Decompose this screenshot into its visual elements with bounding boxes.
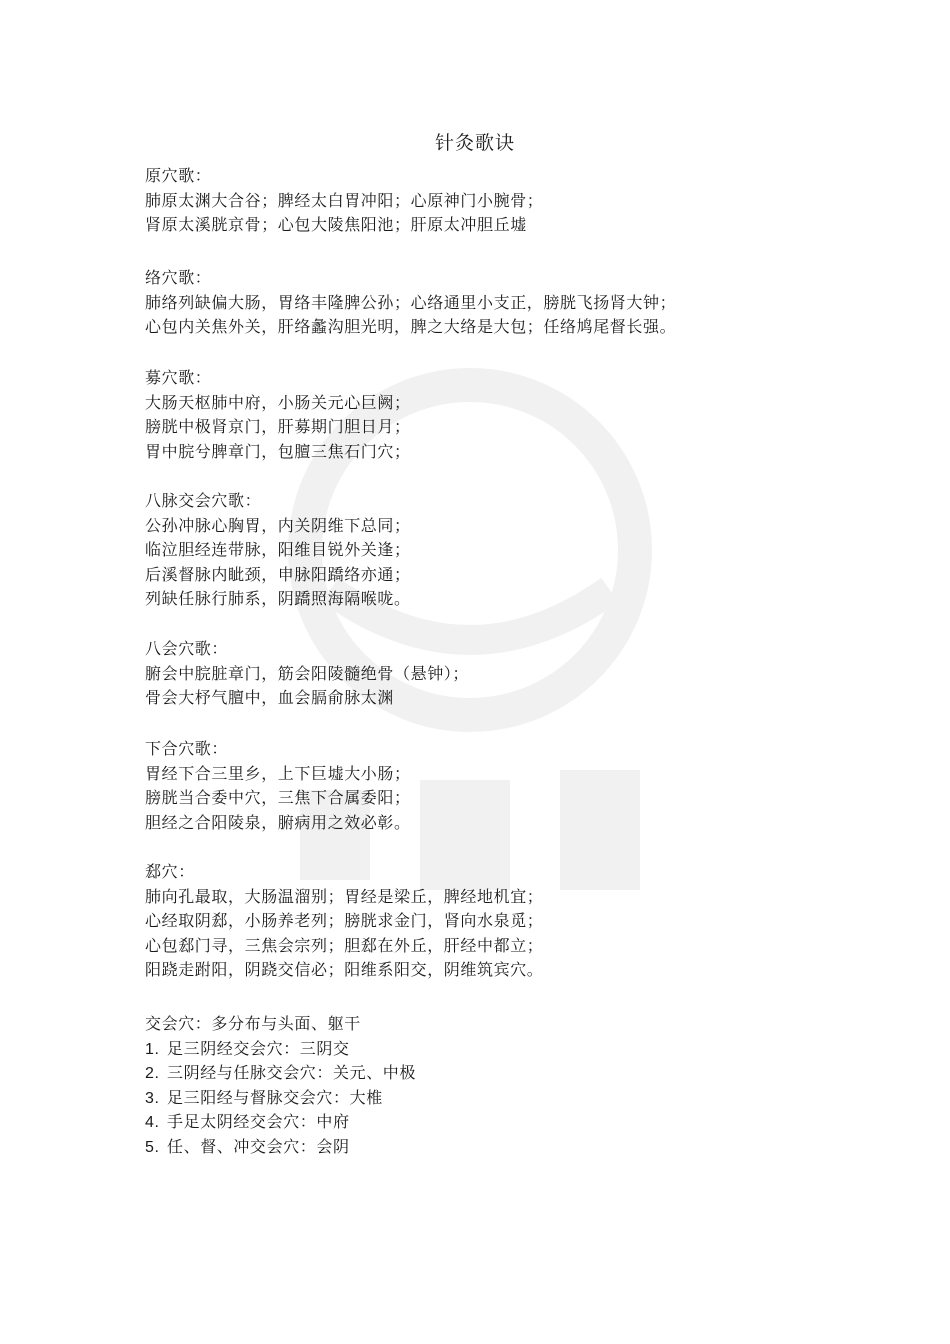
verse-line: 膀胱中极肾京门，肝募期门胆日月； bbox=[145, 417, 411, 437]
section-heading: 八脉交会穴歌： bbox=[145, 491, 262, 510]
list-text: 手足太阴经交会穴：中府 bbox=[167, 1112, 350, 1132]
verse-line: 胃经下合三里乡，上下巨墟大小肠； bbox=[145, 763, 411, 783]
section-yuan-points bbox=[145, 164, 543, 238]
list-number: 5. bbox=[145, 1138, 160, 1156]
verse-line: 肺原太渊大合谷；脾经太白胃冲阳；心原神门小腕骨； bbox=[145, 190, 544, 210]
list-number: 1. bbox=[145, 1040, 160, 1058]
list-item bbox=[145, 1110, 416, 1135]
section-crossing-points bbox=[145, 1012, 416, 1160]
section-heading: 八会穴歌： bbox=[145, 639, 229, 658]
page-title: 针灸歌诀 bbox=[434, 132, 515, 154]
section-xi-cleft-points bbox=[145, 860, 543, 983]
section-heading: 募穴歌： bbox=[145, 368, 212, 387]
section-heading: 交会穴：多分布与头面、躯干 bbox=[145, 1014, 361, 1033]
verse-line: 心经取阴郄，小肠养老列；膀胱求金门，肾向水泉觅； bbox=[145, 911, 544, 931]
verse-line: 腑会中脘脏章门，筋会阳陵髓绝骨（悬钟）； bbox=[145, 663, 470, 683]
list-item bbox=[145, 1037, 416, 1062]
list-item bbox=[145, 1135, 416, 1160]
verse-line: 临泣胆经连带脉，阳维目锐外关逢； bbox=[145, 540, 411, 560]
verse-line: 公孙冲脉心胸胃，内关阴维下总同； bbox=[145, 515, 411, 535]
section-lower-he-sea-points bbox=[145, 737, 411, 835]
list-number: 4. bbox=[145, 1114, 160, 1132]
list-text: 足三阴经交会穴：三阴交 bbox=[167, 1038, 350, 1058]
list-item bbox=[145, 1061, 416, 1086]
verse-line: 后溪督脉内眦颈，申脉阳蹻络亦通； bbox=[145, 564, 411, 584]
section-eight-confluent-points bbox=[145, 489, 411, 612]
verse-line: 心包郄门寻，三焦会宗列；胆郄在外丘，肝经中都立； bbox=[145, 935, 544, 955]
verse-line: 心包内关焦外关，肝络蠡沟胆光明，脾之大络是大包；任络鸠尾督长强。 bbox=[145, 317, 677, 337]
list-text: 足三阳经与督脉交会穴：大椎 bbox=[167, 1087, 383, 1107]
verse-line: 大肠天枢肺中府，小肠关元心巨阙； bbox=[145, 392, 411, 412]
verse-line: 骨会大杼气膻中，血会膈俞脉太渊 bbox=[145, 688, 395, 708]
section-luo-points bbox=[145, 266, 676, 340]
section-heading: 络穴歌： bbox=[145, 268, 212, 287]
verse-line: 列缺任脉行肺系，阴蹻照海隔喉咙。 bbox=[145, 589, 411, 609]
verse-line: 胆经之合阳陵泉，腑病用之效必彰。 bbox=[145, 812, 411, 832]
list-number: 2. bbox=[145, 1065, 160, 1083]
verse-line: 肺络列缺偏大肠，胃络丰隆脾公孙；心络通里小支正，膀胱飞扬肾大钟； bbox=[145, 292, 677, 312]
section-heading: 郄穴： bbox=[145, 862, 195, 881]
list-number: 3. bbox=[145, 1089, 160, 1107]
verse-line: 肺向孔最取，大肠温溜别；胃经是梁丘，脾经地机宜； bbox=[145, 886, 544, 906]
section-eight-influential-points bbox=[145, 637, 469, 711]
section-heading: 下合穴歌： bbox=[145, 739, 229, 758]
verse-line: 膀胱当合委中穴，三焦下合属委阳； bbox=[145, 788, 411, 808]
list-text: 任、督、冲交会穴：会阴 bbox=[167, 1136, 350, 1156]
verse-line: 胃中脘兮脾章门，包膻三焦石门穴； bbox=[145, 441, 411, 461]
verse-line: 阳跷走跗阳，阴跷交信必；阳维系阳交，阴维筑宾穴。 bbox=[145, 960, 544, 980]
section-heading: 原穴歌： bbox=[145, 166, 212, 185]
list-item bbox=[145, 1086, 416, 1111]
section-mu-points bbox=[145, 366, 411, 464]
verse-line: 肾原太溪胱京骨；心包大陵焦阳池；肝原太冲胆丘墟 bbox=[145, 215, 527, 235]
list-text: 三阴经与任脉交会穴：关元、中极 bbox=[167, 1063, 417, 1083]
